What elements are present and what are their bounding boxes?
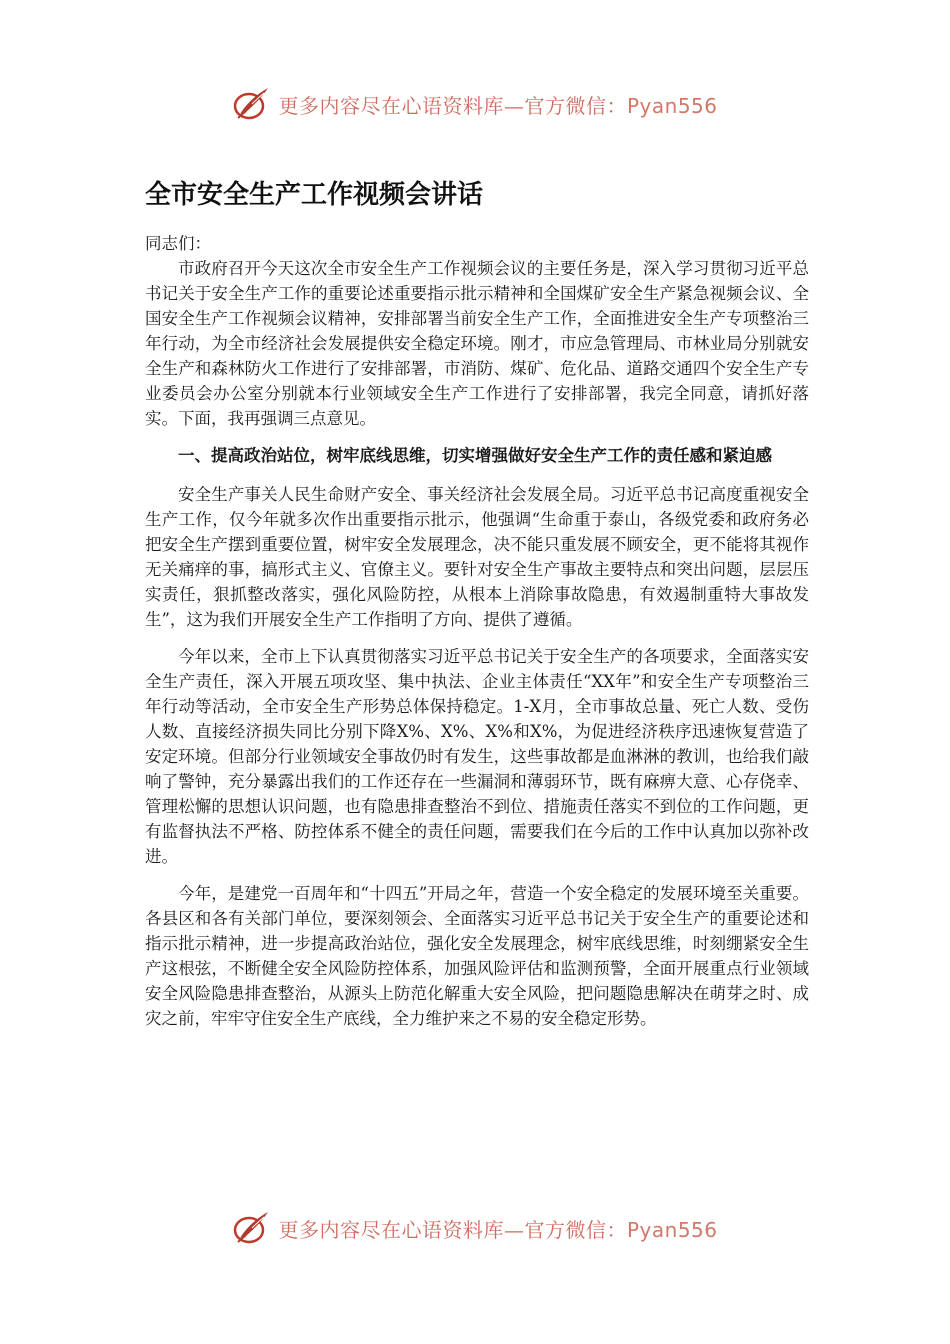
banner-text: 更多内容尽在心语资料库—官方微信：Pyan556 [278, 1217, 718, 1242]
paragraph-1: 安全生产事关人民生命财产安全、事关经济社会发展全局。习近平总书记高度重视安全生产工作，仅今年就多次作出重要指示批示，他强调“生命重于泰山，各级党委和政府务必把安全生产摆到重要位置，树牢安全发展理念，决不能只重发展不顾安全，更不能将其视作无关痛痒的事，搞形式主义、官僚主义。要针对安全生产事故主要特点和突出问题，层层压实责任，狠抓整改落实，强化风险防控，从根本上消除事故隐患，有效遏制重特大事故发生”，这为我们开展安全生产工作指明了方向、提供了遵循。 [145, 485, 809, 629]
quill-pen-logo-icon [232, 84, 272, 124]
document-title: 全市安全生产工作视频会讲话 [145, 180, 484, 210]
paragraph-2: 今年以来，全市上下认真贯彻落实习近平总书记关于安全生产的各项要求，全面落实安全生产责任，深入开展五项攻坚、集中执法、企业主体责任“XX年”和安全生产专项整治三年行动等活动，全市安全生产形势总体保持稳定。1-X月，全市事故总量、死亡人数、受伤人数、直接经济损失同比分别下降X%、X%、X%和X%，为促进经济秩序迅速恢复营造了安定环境。但部分行业领域安全事故仍时有发生，这些事故都是血淋淋的教训，也给我们敲响了警钟，充分暴露出我们的工作还存在一些漏洞和薄弱环节，既有麻痹大意、心存侥幸、管理松懈的思想认识问题，也有隐患排查整治不到位、措施责任落实不到位的工作问题，更有监督执法不严格、防控体系不健全的责任问题，需要我们在今后的工作中认真加以弥补改进。 [145, 647, 809, 866]
footer-banner [0, 1208, 950, 1248]
quill-pen-logo-icon [232, 1208, 272, 1248]
paragraph-3: 今年，是建党一百周年和“十四五”开局之年，营造一个安全稳定的发展环境至关重要。各县区和各有关部门单位，要深刻领会、全面落实习近平总书记关于安全生产的重要论述和指示批示精神，进一步提高政治站位，强化安全发展理念，树牢底线思维，时刻绷紧安全生产这根弦，不断健全安全风险防控体系，加强风险评估和监测预警，全面开展重点行业领域安全风险隐患排查整治，从源头上防范化解重大安全风险，把问题隐患解决在萌芽之时、成灾之前，牢牢守住安全生产底线，全力维护来之不易的安全稳定形势。 [145, 884, 809, 1028]
wechat-id: Pyan556 [626, 93, 718, 118]
section-heading-1: 一、提高政治站位，树牢底线思维，切实增强做好安全生产工作的责任感和紧迫感 [178, 446, 772, 465]
banner-text: 更多内容尽在心语资料库—官方微信：Pyan556 [278, 93, 718, 118]
header-banner [0, 84, 950, 124]
document-body [145, 175, 809, 1043]
intro-paragraph: 市政府召开今天这次全市安全生产工作视频会议的主要任务是，深入学习贯彻习近平总书记关于安全生产工作的重要论述重要指示批示精神和全国煤矿安全生产紧急视频会议、全国安全生产工作视频会议精神，安排部署当前安全生产工作，全面推进安全生产专项整治三年行动，为全市经济社会发展提供安全稳定环境。刚才，市应急管理局、市林业局分别就安全生产和森林防火工作进行了安排部署，市消防、煤矿、危化品、道路交通四个安全生产专业委员会办公室分别就本行业领域安全生产工作进行了安排部署，我完全同意，请抓好落实。下面，我再强调三点意见。 [145, 259, 809, 428]
wechat-id: Pyan556 [626, 1217, 718, 1242]
greeting: 同志们： [145, 234, 211, 253]
